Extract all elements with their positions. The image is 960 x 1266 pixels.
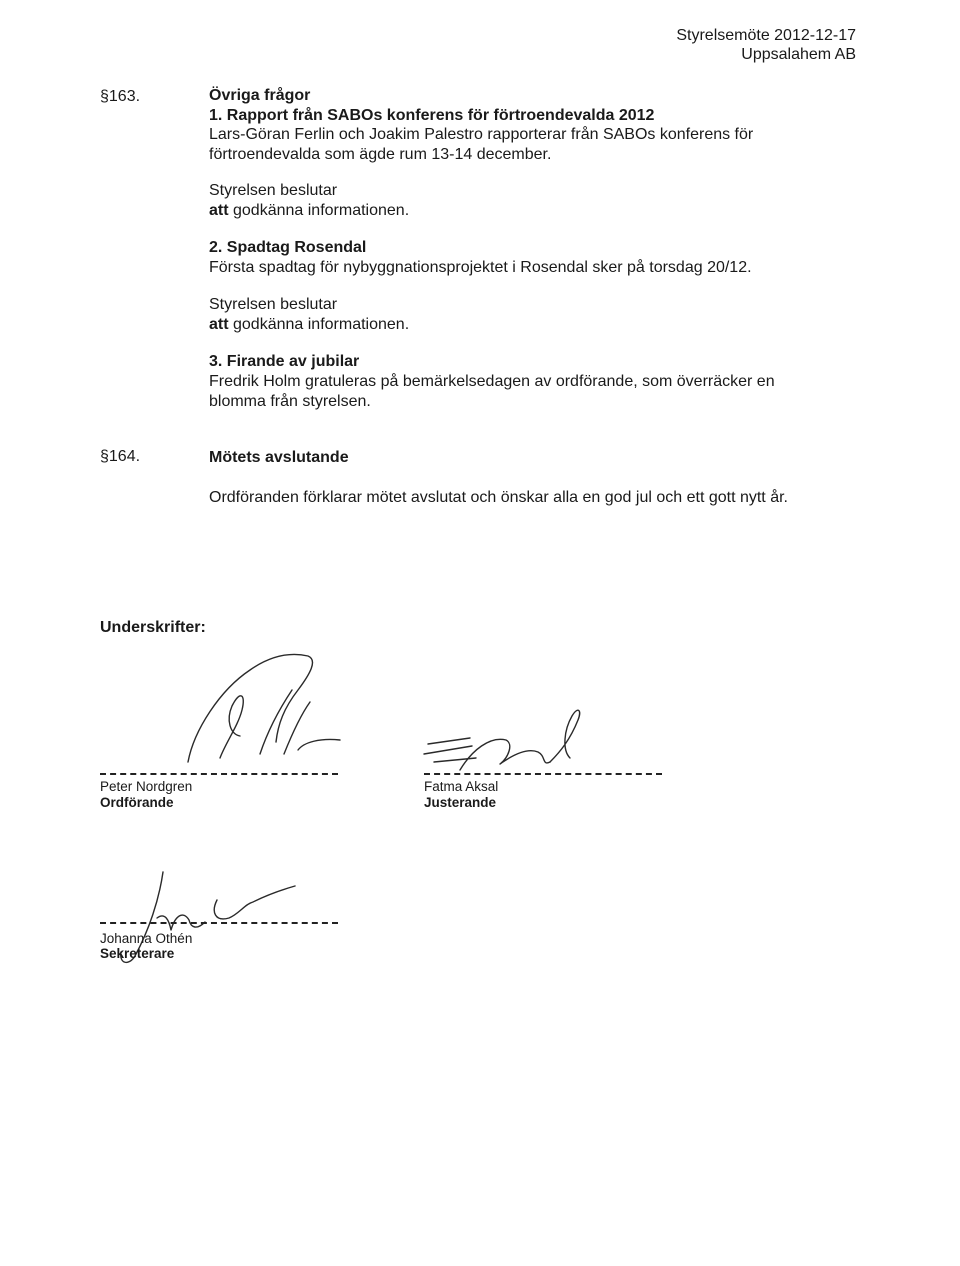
item-1-decision-intro: Styrelsen beslutar	[209, 182, 338, 199]
chair-name: Peter Nordgren	[100, 779, 193, 794]
chair-signature-line	[100, 773, 338, 775]
adjuster-role: Justerande	[424, 795, 497, 810]
item-1-body: Lars-Göran Ferlin och Joakim Palestro rapporterar från SABOs konferens för förtroendevalda som ägde rum 13-14 december.	[209, 126, 754, 163]
item-2-decision	[209, 315, 849, 335]
signatures-heading: Underskrifter:	[100, 619, 206, 636]
decision-text: godkänna informationen.	[228, 202, 410, 219]
chair-role: Ordförande	[100, 795, 174, 810]
item-1-heading: 1. Rapport från SABOs konferens för förtroendevalda 2012	[209, 107, 655, 124]
organization-name: Uppsalahem AB	[741, 46, 856, 63]
item-1-decision	[209, 201, 849, 221]
item-2-decision-intro: Styrelsen beslutar	[209, 296, 338, 313]
section-164-body: Ordföranden förklarar mötet avslutat och önskar alla en god jul och ett gott nytt år.	[209, 489, 788, 506]
att-label: att	[209, 316, 229, 333]
meeting-date: Styrelsemöte 2012-12-17	[676, 27, 856, 44]
section-number-164: §164.	[100, 448, 141, 465]
decision-text: godkänna informationen.	[228, 316, 410, 333]
secretary-role: Sekreterare	[100, 946, 175, 961]
document-header	[676, 26, 856, 64]
item-3-heading: 3. Firande av jubilar	[209, 353, 360, 370]
adjuster-signature	[410, 700, 600, 780]
item-3-body: Fredrik Holm gratuleras på bemärkelsedagen av ordförande, som överräcker en blomma från styrelsen.	[209, 373, 775, 410]
adjuster-name: Fatma Aksal	[424, 779, 499, 794]
secretary-name: Johanna Othén	[100, 931, 193, 946]
att-label: att	[209, 202, 229, 219]
section-number-163: §163.	[100, 88, 141, 105]
chair-signature	[180, 650, 350, 775]
adjuster-signature-line	[424, 773, 662, 775]
item-2-heading: 2. Spadtag Rosendal	[209, 239, 367, 256]
secretary-signature-line	[100, 922, 338, 924]
section-title-164: Mötets avslutande	[209, 449, 349, 466]
section-title-163: Övriga frågor	[209, 87, 311, 104]
item-2-body: Första spadtag för nybyggnationsprojektet i Rosendal sker på torsdag 20/12.	[209, 259, 752, 276]
